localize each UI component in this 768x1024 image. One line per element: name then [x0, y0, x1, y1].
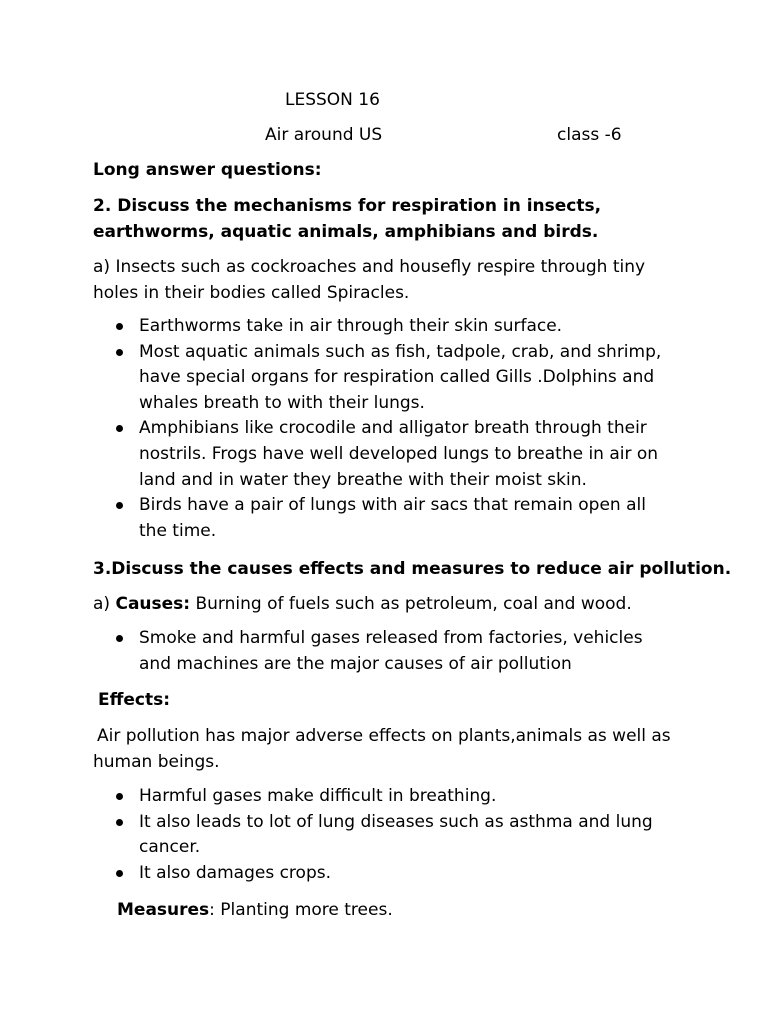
- measures-label: Measures: [117, 900, 210, 920]
- bullet-icon: [116, 819, 123, 826]
- list-item: It also damages crops.: [139, 861, 679, 887]
- bullet-icon: [116, 870, 123, 877]
- lesson-title: Air around US: [265, 125, 383, 145]
- list-item: Most aquatic animals such as fish, tadpole, crab, and shrimp, have special organs for respiration called Gills .Dolphins and whales breath to with their lungs.: [139, 340, 679, 417]
- question-3: 3.Discuss the causes effects and measures to reduce air pollution.: [93, 559, 732, 579]
- effects-text: Air pollution has major adverse effects on plants,animals as well as human beings.: [93, 726, 671, 772]
- list-item: Harmful gases make difficult in breathing.: [139, 784, 679, 810]
- list-item: It also leads to lot of lung diseases such as asthma and lung cancer.: [139, 810, 679, 861]
- bullet-icon: [116, 323, 123, 330]
- effects-bullet-list: [139, 784, 679, 886]
- question-2: 2. Discuss the mechanisms for respiration in insects, earthworms, aquatic animals, amphibians and birds.: [93, 196, 602, 242]
- causes-label: Causes:: [115, 594, 191, 614]
- bullet-icon: [116, 635, 123, 642]
- list-item: Amphibians like crocodile and alligator breath through their nostrils. Frogs have well developed lungs to breathe in air on land and in water they breathe with their moist skin.: [139, 416, 679, 493]
- bullet-icon: [116, 793, 123, 800]
- bullet-icon: [116, 349, 123, 356]
- class-label: class -6: [557, 125, 622, 145]
- section-heading: Long answer questions:: [93, 160, 322, 180]
- list-item: Smoke and harmful gases released from factories, vehicles and machines are the major causes of air pollution: [139, 626, 679, 677]
- bullet-icon: [116, 425, 123, 432]
- measures-line: Measures: Planting more trees.: [117, 900, 393, 920]
- question-2-bullet-list: [139, 314, 679, 544]
- causes-line: a) Causes: Burning of fuels such as petroleum, coal and wood.: [93, 594, 632, 614]
- causes-bullet-list: [139, 626, 679, 677]
- bullet-icon: [116, 502, 123, 509]
- list-item: Earthworms take in air through their skin surface.: [139, 314, 679, 340]
- question-2-answer-intro: a) Insects such as cockroaches and housefly respire through tiny holes in their bodies called Spiracles.: [93, 257, 646, 303]
- effects-label: Effects:: [98, 690, 171, 710]
- list-item: Birds have a pair of lungs with air sacs that remain open all the time.: [139, 493, 679, 544]
- lesson-number: LESSON 16: [285, 90, 380, 110]
